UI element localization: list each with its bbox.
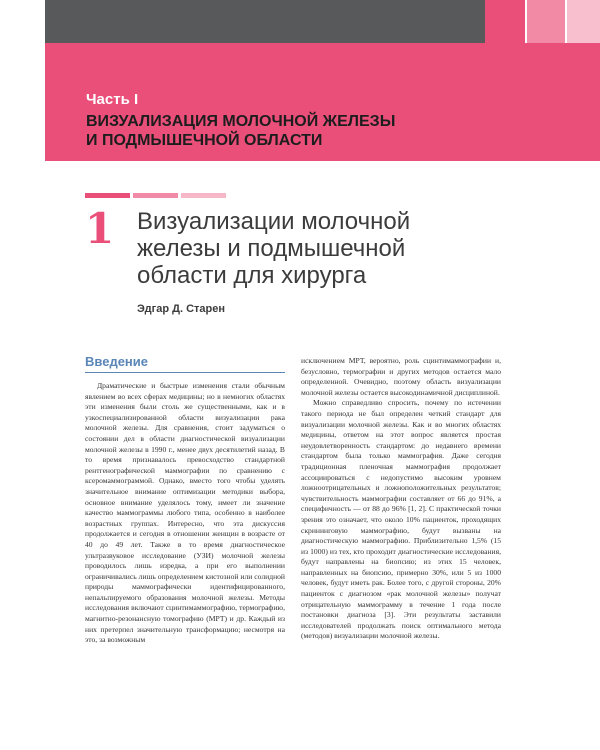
top-color-strip: [0, 0, 600, 43]
part-title: [86, 112, 586, 150]
part-title-line-1: ВИЗУАЛИЗАЦИЯ МОЛОЧНОЙ ЖЕЛЕЗЫ: [86, 113, 396, 130]
strip-pink-segment-1: [485, 0, 525, 43]
chapter-bar-3: [181, 193, 226, 198]
chapter-title-line-3: области для хирурга: [137, 262, 367, 289]
strip-pink-segment-2: [527, 0, 565, 43]
chapter-author: Эдгар Д. Старен: [137, 303, 226, 315]
body-paragraph: Драматические и быстрые изменения стали обычным явлением во всех сферах медицины; но в немногих областях эти изменения были столь же существенными, как и в узкоспециализированной области визуализации рака молочной железы. Для сравнения, стоит задуматься о состоянии дел в области диагностической визуализации молочной железы в 1990 г., менее двух десятилетий назад. В то время признавалось превосходство стандартной рентгенографической маммографии по сравнению с ксеромаммограммой. Однако, вместо того чтобы уделять значительное внимание оптимизации методики выбора, основное внимание уделялось тому, имеет ли значение качество маммограммы любого типа, особенно в наиболее возрастных группах. Интересно, что эта дискуссия продолжается и сегодня в отношении женщин в возрасте от 40 до 49 лет. Также в то время диагностическое ультразвуковое исследование (УЗИ) молочной железы проводилось лишь изредка, а при его выполнении ограничивались лишь определением кистозной или солидной природы маммографически идентифицированного, непальпируемого образования молочной железы. Методы исследования включают сцинтимаммографию, термографию, магнитно-резонансную томографию (МРТ) и др. Каждый из них претерпел значительную трансформацию; несмотря на это, за возможным: [85, 381, 285, 645]
chapter-title-line-2: железы и подмышечной: [137, 235, 406, 262]
section-heading-rule: [85, 372, 285, 373]
body-column-left: [85, 381, 285, 646]
body-column-right: [301, 356, 501, 642]
strip-pink-segment-3: [567, 0, 600, 43]
part-banner: [45, 43, 600, 161]
body-paragraph-continued: исключением МРТ, вероятно, роль сцинтимаммографии и, безусловно, термографии и других методов остается мало определенной. Очевидно, поэтому область визуализации молочной железы остается высокодинамичной дисциплиной.: [301, 356, 501, 397]
chapter-title-line-1: Визуализации молочной: [137, 208, 411, 235]
section-heading: Введение: [85, 354, 148, 369]
chapter-bar-1: [85, 193, 130, 198]
body-paragraph: Можно справедливо спросить, почему по истечении такого периода не был определен четкий стандарт для визуализации молочной железы. Как и во многих областях медицины, ответом на этот вопрос является простая неудовлетворенность стандартом: до недавнего времени стандартом была только маммография. Даже сегодня традиционная пленочная маммография продолжает ассоциироваться с недопустимо высоким уровнем ложноотрицательных и ложноположительных результатов; чувствительность маммографии составляет от 66 до 91%, а специфичность — от 88 до 96% [1, 2]. С практической точки зрения это означает, что около 10% пациенток, проходящих скрининговую маммографию, будут вызваны на диагностическую маммографию. Приблизительно 1,5% (15 из 1000) из тех, кто проходит диагностические исследования, будут направлены на биопсию; из этих 15 человек, направленных на биопсию, примерно 30%, или 5 из 1000 человек, будут иметь рак. Более того, с другой стороны, 20% пациенток с диагнозом «рак молочной железы» получат отрицательную маммограмму в течение 1 года после постановки диагноза [3]. Эти результаты заставили исследователей продолжать поиск оптимального метода (методов) визуализации молочной железы.: [301, 398, 501, 641]
part-title-line-2: И ПОДМЫШЕЧНОЙ ОБЛАСТИ: [86, 132, 323, 149]
strip-dark-segment: [45, 0, 485, 43]
chapter-bar-2: [133, 193, 178, 198]
part-label: Часть I: [86, 91, 139, 108]
chapter-title: [137, 208, 577, 289]
chapter-number: 1: [85, 204, 115, 253]
